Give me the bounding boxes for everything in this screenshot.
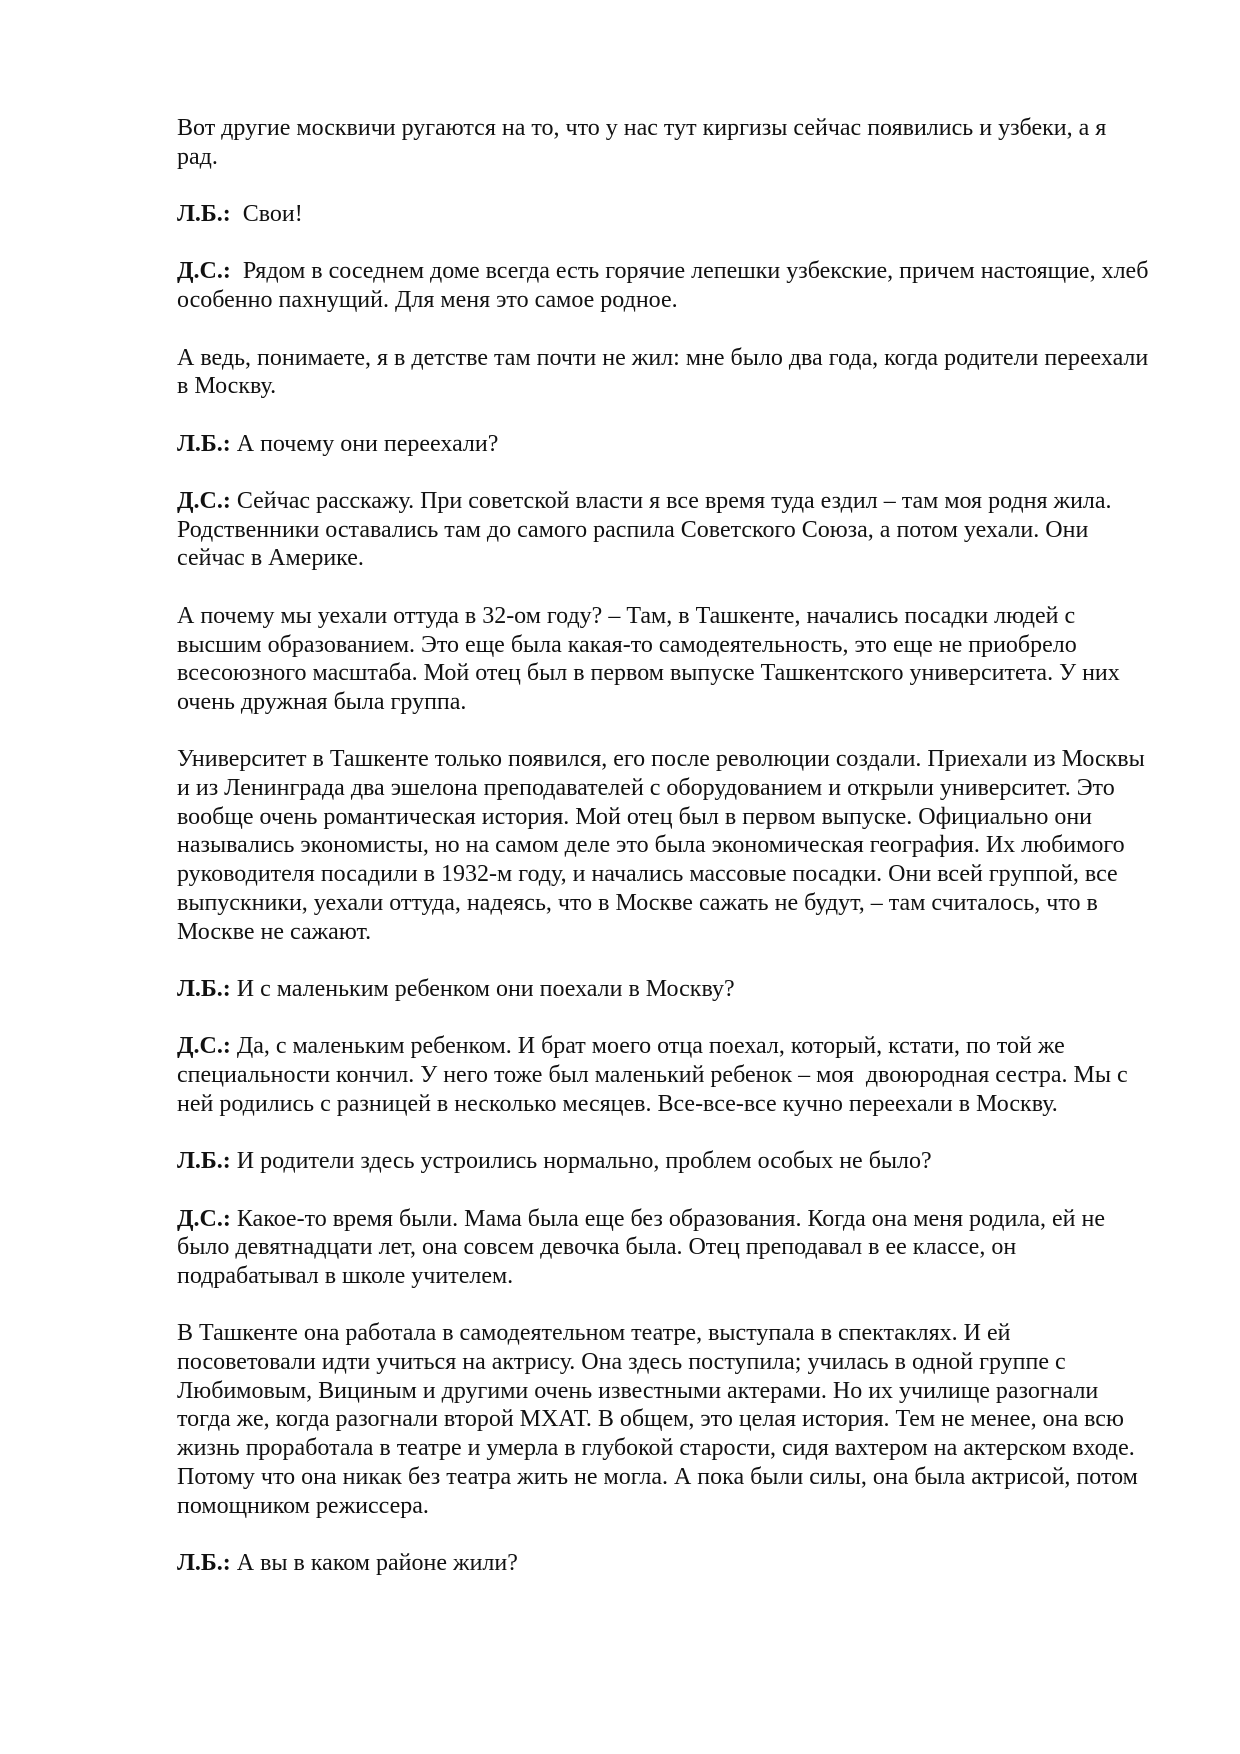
speaker-label: Л.Б.: (177, 1148, 231, 1175)
speaker-label: Л.Б.: (177, 201, 231, 228)
dialogue-text: И с маленьким ребенком они поехали в Москву? (230, 975, 735, 1002)
dialogue-text: Свои! (230, 201, 303, 228)
paragraph (177, 1319, 1149, 1520)
speaker-label: Д.С.: (177, 258, 231, 285)
dialogue-line (177, 1205, 1149, 1291)
dialogue-line (177, 975, 1149, 1004)
dialogue-text: И родители здесь устроились нормально, проблем особых не было? (230, 1148, 932, 1175)
paragraph-text: Университет в Ташкенте только появился, его после революции создали. Приехали из Москвы и из Ленинграда два эшелона преподавателей с оборудованием и открыли университет. Это вообще очень романтическая история. Мой отец был в первом выпуске. Официально они назывались экономисты, но на самом деле это была экономическая география. Их любимого руководителя посадили в 1932-м году, и начались массовые посадки. Они всей группой, все выпускники, уехали оттуда, надеясь, что в Москве сажать не будут, – там считалось, что в Москве не сажают. (177, 746, 1145, 945)
speaker-label: Л.Б.: (177, 430, 231, 457)
speaker-label: Д.С.: (177, 488, 231, 515)
speaker-label: Д.С.: (177, 1205, 231, 1232)
speaker-label: Л.Б.: (177, 975, 231, 1002)
dialogue-text: Сейчас расскажу. При советской власти я все время туда ездил – там моя родня жила. Родственники оставались там до самого распила Советского Союза, а потом уехали. Они сейчас в Америке. (177, 488, 1118, 572)
speaker-label: Л.Б.: (177, 1549, 231, 1576)
paragraph-text: А почему мы уехали оттуда в 32-ом году? – Там, в Ташкенте, начались посадки людей с высшим образованием. Это еще была какая-то самодеятельность, это еще не приобрело всесоюзного масштаба. Мой отец был в первом выпуске Ташкентского университета. У них очень дружная была группа. (177, 602, 1120, 715)
dialogue-line (177, 1147, 1149, 1176)
dialogue-line (177, 1032, 1149, 1118)
paragraph (177, 344, 1149, 401)
dialogue-line (177, 430, 1149, 459)
paragraph-text: Вот другие москвичи ругаются на то, что у нас тут киргизы сейчас появились и узбеки, а я рад. (177, 115, 1107, 170)
paragraph-text: В Ташкенте она работала в самодеятельном театре, выступала в спектаклях. И ей посоветовали идти учиться на актрису. Она здесь поступила; училась в одной группе с Любимовым, Вициным и другими очень известными актерами. Но их училище разогнали тогда же, когда разогнали второй МХАТ. В общем, это целая история. Тем не менее, она всю жизнь проработала в театре и умерла в глубокой старости, сидя вахтером на актерском входе. Потому что она никак без театра жить не могла. А пока были силы, она была актрисой, потом помощником режиссера. (177, 1320, 1138, 1519)
dialogue-text: Да, с маленьким ребенком. И брат моего отца поехал, который, кстати, по той же специальности кончил. У него тоже был маленький ребенок – моя двоюродная сестра. Мы с ней родились с разницей в несколько месяцев. Все-все-все кучно переехали в Москву. (177, 1033, 1134, 1117)
dialogue-text: А почему они переехали? (230, 430, 499, 457)
paragraph-text: А ведь, понимаете, я в детстве там почти не жил: мне было два года, когда родители переехали в Москву. (177, 344, 1149, 400)
dialogue-line (177, 200, 1149, 229)
document-page (177, 114, 1155, 1606)
dialogue-text: Рядом в соседнем доме всегда есть горячие лепешки узбекские, причем настоящие, хлеб особенно пахнущий. Для меня это самое родное. (177, 258, 1155, 314)
paragraph (177, 114, 1149, 171)
dialogue-text: Какое-то время были. Мама была еще без образования. Когда она меня родила, ей не было девятнадцати лет, она совсем девочка была. Отец преподавал в ее классе, он подрабатывал в школе учителем. (177, 1205, 1111, 1289)
dialogue-line (177, 257, 1155, 314)
paragraph (177, 745, 1149, 946)
dialogue-text: А вы в каком районе жили? (230, 1549, 518, 1576)
dialogue-line (177, 487, 1149, 573)
paragraph (177, 602, 1149, 717)
dialogue-line (177, 1549, 1149, 1578)
speaker-label: Д.С.: (177, 1033, 231, 1060)
